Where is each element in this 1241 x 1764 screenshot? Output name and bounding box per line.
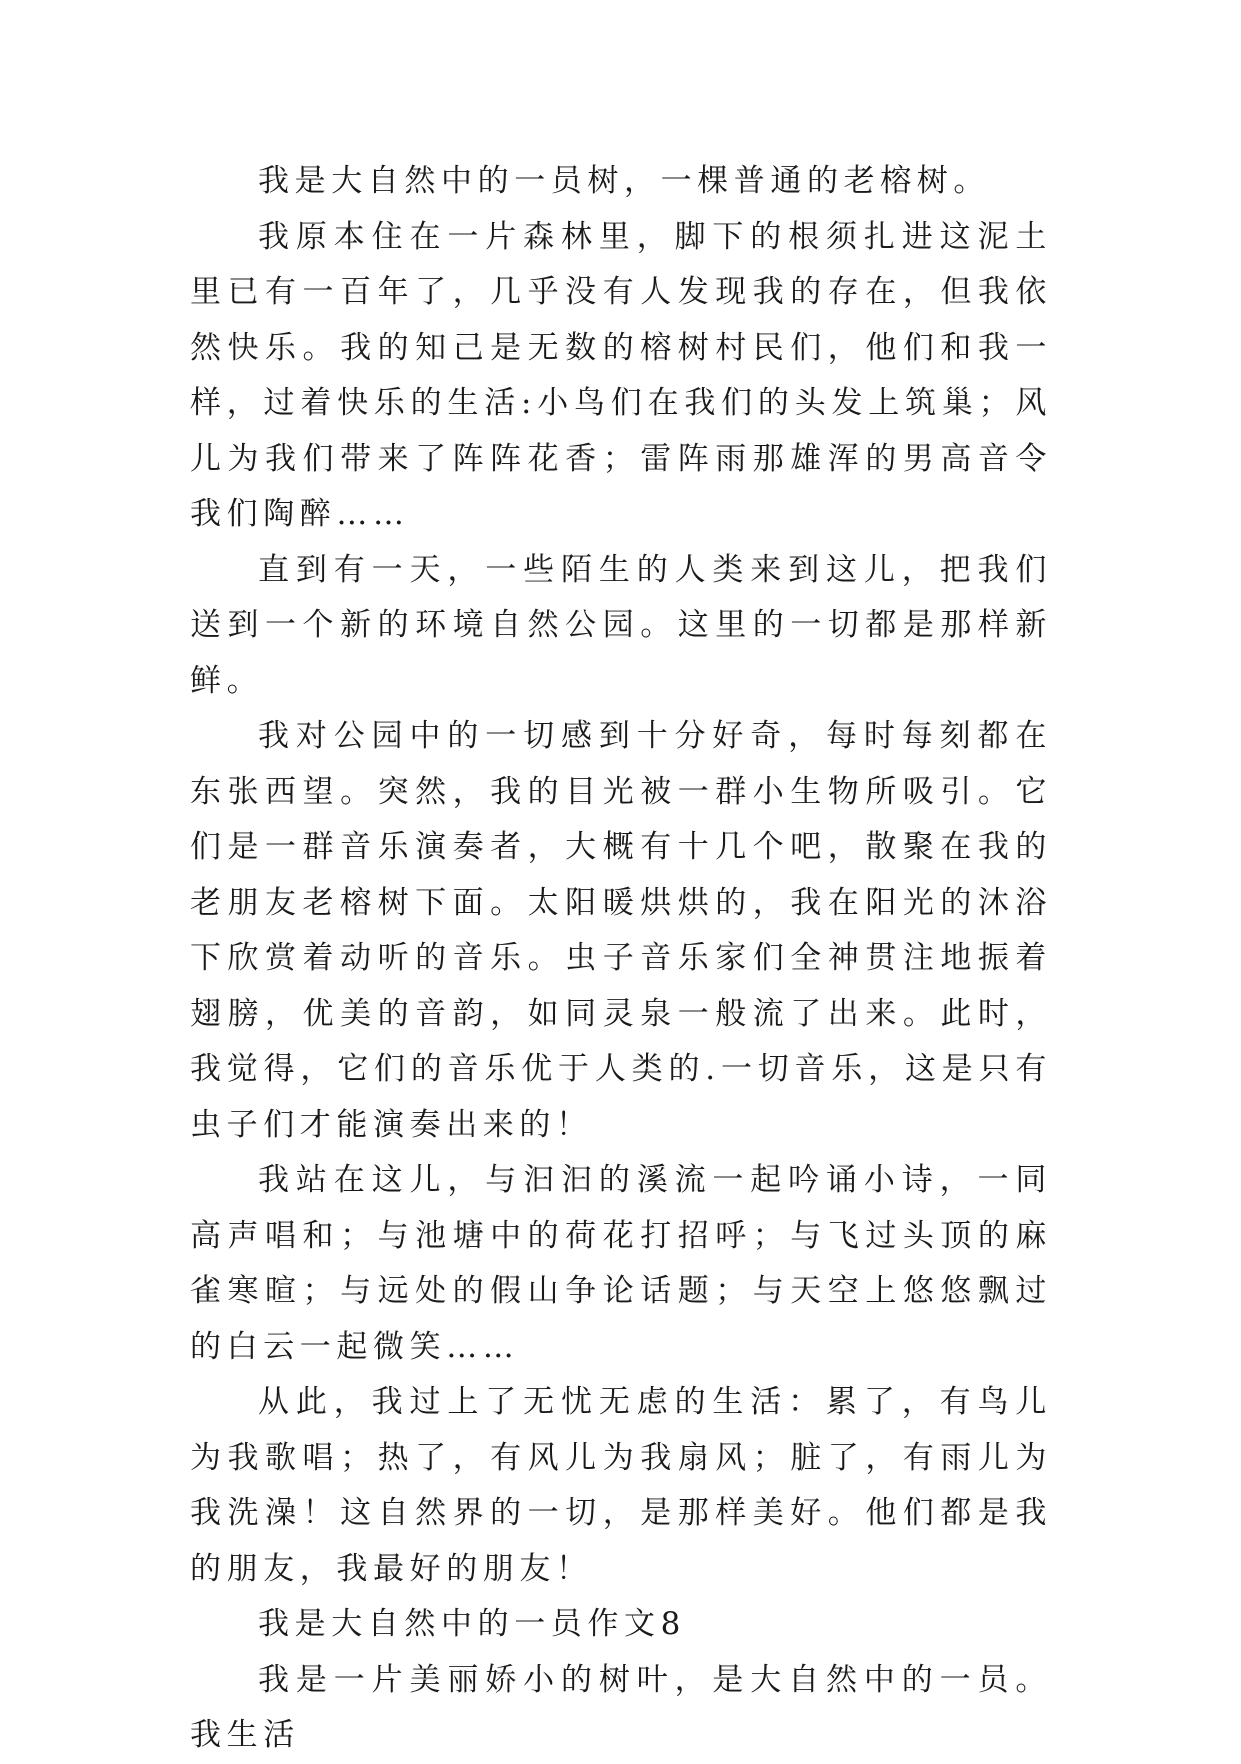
paragraph: 我是大自然中的一员树，一棵普通的老榕树。 xyxy=(258,163,990,199)
paragraph: 我是一片美丽娇小的树叶，是大自然中的一员。我生活 xyxy=(190,1661,1052,1753)
document-body xyxy=(190,154,1052,1764)
paragraph: 直到有一天，一些陌生的人类来到这儿，把我们送到一个新的环境自然公园。这里的一切都是那样新鲜。 xyxy=(190,551,1052,699)
paragraph: 我站在这儿，与汩汩的溪流一起吟诵小诗，一同高声唱和；与池塘中的荷花打招呼；与飞过头顶的麻雀寒暄；与远处的假山争论话题；与天空上悠悠飘过的白云一起微笑…… xyxy=(190,1162,1052,1365)
paragraph: 从此，我过上了无忧无虑的生活：累了，有鸟儿为我歌唱；热了，有风儿为我扇风；脏了，有雨儿为我洗澡！这自然界的一切，是那样美好。他们都是我的朋友，我最好的朋友！ xyxy=(190,1384,1052,1587)
paragraph: 我原本住在一片森林里，脚下的根须扎进这泥土里已有一百年了，几乎没有人发现我的存在，但我依然快乐。我的知己是无数的榕树村民们，他们和我一样，过着快乐的生活:小鸟们在我们的头发上筑巢；风儿为我们带来了阵阵花香；雷阵雨那雄浑的男高音令我们陶醉…… xyxy=(190,218,1052,532)
paragraph: 我对公园中的一切感到十分好奇，每时每刻都在东张西望。突然，我的目光被一群小生物所吸引。它们是一群音乐演奏者，大概有十几个吧，散聚在我的老朋友老榕树下面。太阳暖烘烘的，我在阳光的沐浴下欣赏着动听的音乐。虫子音乐家们全神贯注地振着翅膀，优美的音韵，如同灵泉一般流了出来。此时，我觉得，它们的音乐优于人类的.一切音乐，这是只有虫子们才能演奏出来的！ xyxy=(190,718,1052,1143)
section-heading: 我是大自然中的一员作文8 xyxy=(258,1606,686,1642)
